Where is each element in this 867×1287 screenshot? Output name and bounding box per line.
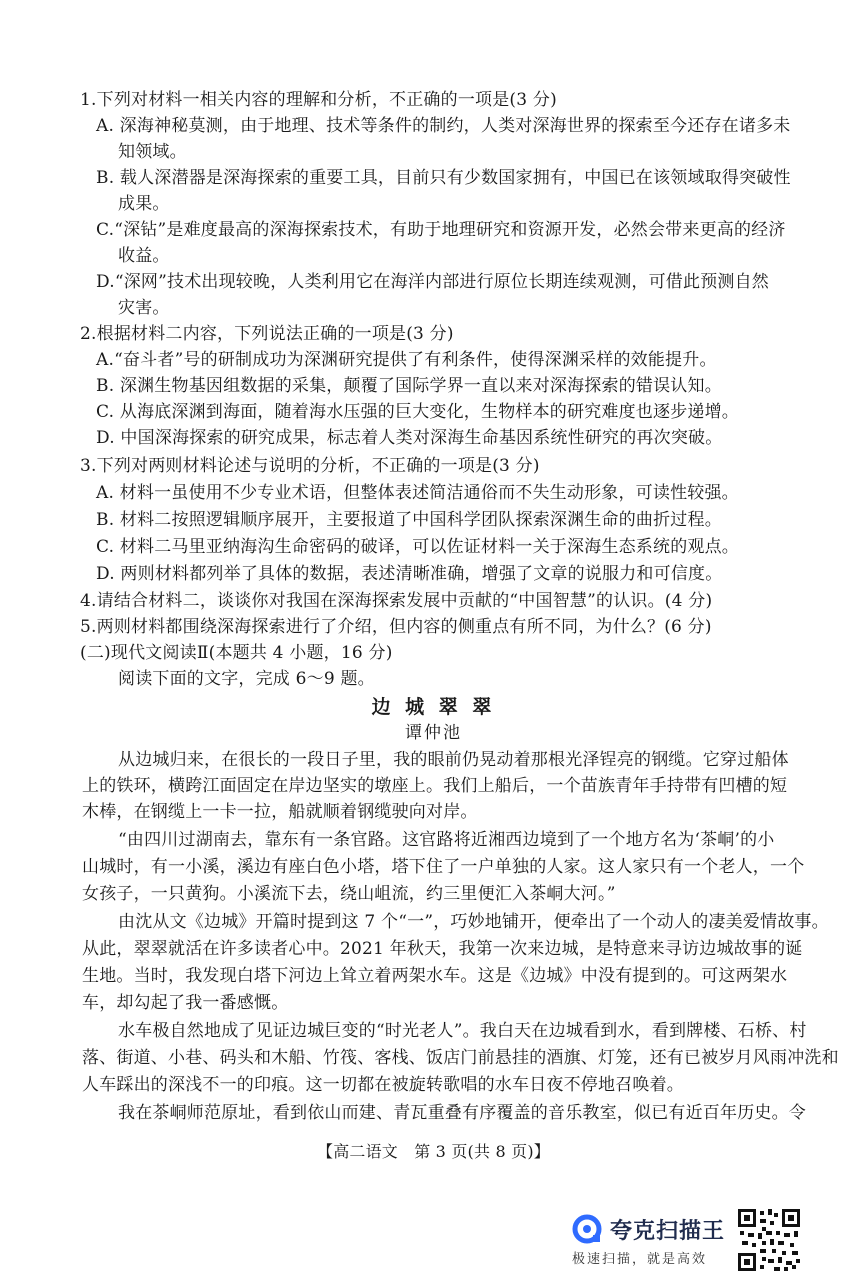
question-1-option-c: C.“深钻”是难度最高的深海探索技术，有助于地理研究和资源开发，必然会带来更高的经济 <box>96 220 786 240</box>
scanner-watermark <box>572 1212 742 1272</box>
article-line: 人车踩出的深浅不一的印痕。这一切都在被旋转歌唱的水车日夜不停地召唤着。 <box>82 1075 684 1095</box>
question-1-stem: 1.下列对材料一相关内容的理解和分析，不正确的一项是(3 分) <box>80 90 557 110</box>
question-1-option-b-cont: 成果。 <box>118 194 170 214</box>
article-line: 木棒，在钢缆上一卡一拉，船就顺着钢缆驶向对岸。 <box>82 802 478 822</box>
question-5: 5.两则材料都围绕深海探索进行了介绍，但内容的侧重点有所不同，为什么？(6 分) <box>80 617 712 637</box>
question-1-option-b: B. 载人深潜器是深海探索的重要工具，目前只有少数国家拥有，中国已在该领域取得突破性 <box>96 168 791 188</box>
article-title: 边 城 翠 翠 <box>371 696 496 718</box>
article-line: 由沈从文《边城》开篇时提到这 7 个“一”，巧妙地铺开，便牵出了一个动人的凄美爱情故事。 <box>118 912 829 932</box>
article-line: 落、街道、小巷、码头和木船、竹筏、客栈、饭店门前悬挂的酒旗、灯笼，还有已被岁月风雨冲洗和 <box>82 1048 839 1068</box>
question-1-option-a: A. 深海神秘莫测，由于地理、技术等条件的制约，人类对深海世界的探索至今还存在诸多未 <box>96 116 791 136</box>
question-2-option-a: A.“奋斗者”号的研制成功为深渊研究提供了有利条件，使得深渊采样的效能提升。 <box>96 350 717 370</box>
article-line: 生地。当时，我发现白塔下河边上耸立着两架水车。这是《边城》中没有提到的。可这两架水 <box>82 966 788 986</box>
article-author: 谭仲池 <box>405 723 462 743</box>
question-3-option-a: A. 材料一虽使用不少专业术语，但整体表述简洁通俗而不失生动形象，可读性较强。 <box>96 483 739 503</box>
article-line: 上的铁环，横跨江面固定在岸边坚实的墩座上。我们上船后，一个苗族青年手持带有凹槽的短 <box>82 776 788 796</box>
question-2-stem: 2.根据材料二内容，下列说法正确的一项是(3 分) <box>80 324 454 344</box>
question-3-option-c: C. 材料二马里亚纳海沟生命密码的破译，可以佐证材料一关于深海生态系统的观点。 <box>96 537 740 557</box>
scanner-slogan: 极速扫描，就是高效 <box>572 1252 708 1267</box>
question-1-option-d: D.“深网”技术出现较晚，人类利用它在海洋内部进行原位长期连续观测，可借此预测自然 <box>96 272 770 292</box>
question-1-option-c-cont: 收益。 <box>118 246 170 266</box>
scanner-logo-icon <box>572 1214 602 1244</box>
section-instruction: 阅读下面的文字，完成 6～9 题。 <box>118 669 375 689</box>
question-2-option-c: C. 从海底深渊到海面，随着海水压强的巨大变化，生物样本的研究难度也逐步递增。 <box>96 402 740 422</box>
question-1-option-a-cont: 知领域。 <box>118 142 187 162</box>
article-line: 女孩子，一只黄狗。小溪流下去，绕山岨流，约三里便汇入茶峒大河。” <box>82 884 616 904</box>
question-2-option-b: B. 深渊生物基因组数据的采集，颠覆了国际学界一直以来对深海探索的错误认知。 <box>96 376 722 396</box>
article-line: 车，却勾起了我一番感慨。 <box>82 993 289 1013</box>
section-heading: (二)现代文阅读Ⅱ(本题共 4 小题，16 分) <box>80 643 393 663</box>
question-3-option-b: B. 材料二按照逻辑顺序展开，主要报道了中国科学团队探索深渊生命的曲折过程。 <box>96 510 722 530</box>
article-line: 从边城归来，在很长的一段日子里，我的眼前仍晃动着那根光泽锃亮的钢缆。它穿过船体 <box>118 750 789 770</box>
question-2-option-d: D. 中国深海探索的研究成果，标志着人类对深海生命基因系统性研究的再次突破。 <box>96 428 723 448</box>
article-line: 水车极自然地成了见证边城巨变的“时光老人”。我白天在边城看到水，看到牌楼、石桥、村 <box>118 1021 807 1041</box>
article-line: 我在茶峒师范原址，看到依山而建、青瓦重叠有序覆盖的音乐教室，似已有近百年历史。令 <box>118 1103 806 1123</box>
scanner-brand-name: 夸克扫描王 <box>610 1219 726 1244</box>
article-line: 从此，翠翠就活在许多读者心中。2021 年秋天，我第一次来边城，是特意来寻访边城故事的诞 <box>82 939 803 959</box>
question-1-option-d-cont: 灾害。 <box>118 298 170 318</box>
article-line: “由四川过湖南去，靠东有一条官路。这官路将近湘西边境到了一个地方名为‘茶峒’的小 <box>118 830 775 850</box>
question-3-option-d: D. 两则材料都列举了具体的数据，表述清晰准确，增强了文章的说服力和可信度。 <box>96 564 723 584</box>
article-line: 山城时，有一小溪，溪边有座白色小塔，塔下住了一户单独的人家。这人家只有一个老人，一个 <box>82 857 805 877</box>
question-3-stem: 3.下列对两则材料论述与说明的分析，不正确的一项是(3 分) <box>80 456 540 476</box>
question-4: 4.请结合材料二，谈谈你对我国在深海探索发展中贡献的“中国智慧”的认识。(4 分) <box>80 591 713 611</box>
qr-code-icon <box>736 1207 802 1273</box>
page-footer: 【高二语文 第 3 页(共 8 页)】 <box>317 1142 550 1161</box>
